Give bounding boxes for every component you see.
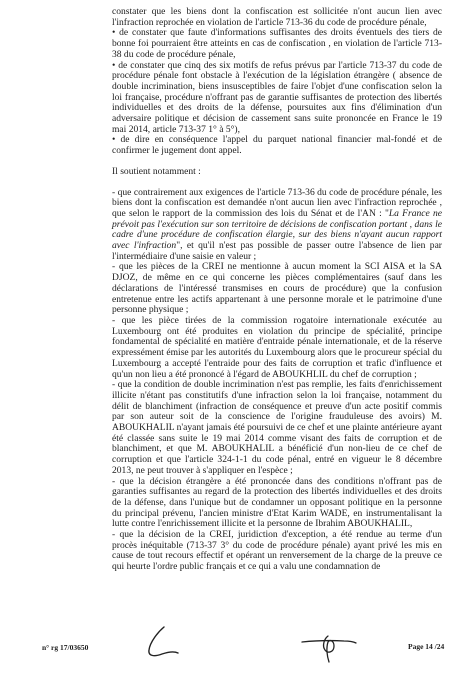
case-reference: n° rg 17/03650 (42, 643, 89, 652)
page-number: Page 14 /24 (408, 642, 445, 651)
body-paragraph (112, 188, 442, 263)
quoted-text: La France ne prévoit pas l'exécution sur son territoire de décisions de confiscation portant , dans le cadre d'une procédure de confiscation élargie, sur des biens n'ayant aucun rapport avec l'infraction (112, 207, 442, 252)
body-paragraph: • de constater que cinq des six motifs de refus prévus par l'article 713-37 du code de procédure pénale font obstacle à l'exécution de la législation étrangère ( absence de double incrimination, biens insusceptibles de faire l'objet d'une confiscation selon la loi française, procédure n'offrant pas de garantie suffisantes de protection des libertés individuelles et des droits de la défense, poursuites aux fins d'élimination d'un adversaire politique et décision de cassement sans suite prononcée en France le 19 mai 2014, article 713-37 1° à 5°), (112, 59, 442, 135)
body-paragraph: - que les pièce tirées de la commission rogatoire internationale exécutée au Luxembourg ont été produites en violation du principe de spécialité, principe fondamental de spécialité en matière d'entraide pénale internationale, et de la réserve expressément émise par les autorités du Luxembourg alors que le procureur spécial du Luxembourg a accepté l'entraide pour des faits de corruption et trafic d'influence et qu'un non lieu a été prononcé à l'égard de ABOUKHLIL du chef de corruption ; (112, 314, 442, 380)
handwritten-initial-left (140, 624, 180, 660)
body-paragraph: • de dire en conséquence l'appel du parquet national financier mal-fondé et de confirmer le jugement dont appel. (112, 134, 442, 157)
body-paragraph: - que les pièces de la CREI ne mentionne à aucun moment la SCI AISA et la SA DJOZ, de même en ce qui concerne les pièces complémentaires (sauf dans les déclarations de l'intéressé transmises en cours de procédure) que la confusion entretenue entre les actifs appartenant à une personne morale et le patrimoine d'une personne physique ; (112, 261, 442, 316)
paragraph-text: ", et qu'il n'est pas possible de passer outre l'absence de lien par l'intermédiaire d'une saisie en valeur ; (112, 240, 442, 262)
body-paragraph: • de constater que faute d'informations suffisantes des droits éventuels des tiers de bonne foi pourraient être atteints en cas de confiscation , en violation de l'article 713-38 du code de procédure pénale, (112, 27, 442, 60)
body-paragraph: - que la condition de double incrimination n'est pas remplie, les faits d'enrichissement illicite n'étant pas constitutifs d'une infraction selon la loi française, notamment du délit de blanchiment (infraction de conséquence et preuve d'un acte positif commis par son auteur soit de la conscience de l'origine frauduleuse des avoirs) M. ABOUKHALIL n'ayant jamais été poursuivi de ce chef et une plainte antérieure ayant été classée sans suite le 19 mai 2014 comme visant des faits de corruption et de blanchiment, et que M. ABOUKHALIL a bénéficié d'un non-lieu de ce chef de corruption et que l'article 324-1-1 du code pénal, entré en vigueur le 8 décembre 2013, ne peut trouver à s'appliquer en l'espèce ; (112, 379, 442, 476)
document-body (112, 7, 442, 573)
body-paragraph: constater que les biens dont la confiscation est sollicitée n'ont aucun lien avec l'infraction reprochée en violation de l'article 713-36 du code de procédure pénale, (112, 6, 442, 28)
handwritten-initial-right (298, 628, 358, 664)
body-paragraph: - que la décision étrangère a été prononcée dans des conditions n'offrant pas de garanties suffisantes au regard de la protection des libertés individuelles et des droits de la défense, dans l'unique but de condamner un opposant politique en la personne du principal prévenu, l'ancien ministre d'Etat Karim WADE, en instrumentalisant la lutte contre l'enrichissement illicite et la personne de Ibrahim ABOUKHALIL, (112, 475, 442, 530)
page-footer (0, 632, 475, 672)
body-paragraph: Il soutient notamment : (112, 165, 201, 177)
body-paragraph: - que la décision de la CREI, juridiction d'exception, a été rendue au terme d'un procès inéquitable (713-37 3° du code de procédure pénale) ayant privé les mis en cause de tout recours effectif et opérant un renversement de la charge de la preuve ce qui heurte l'ordre public français et ce qui a valu une condamnation de (112, 529, 442, 573)
paragraph-text: - que contrairement aux exigences de l'article 713-36 du code de procédure pénale, les biens dont la confiscation est demandée n'ont aucun lien avec l'infraction reprochée , que selon le rapport de la commission des lois du Sénat et de l'AN : " (112, 186, 442, 219)
